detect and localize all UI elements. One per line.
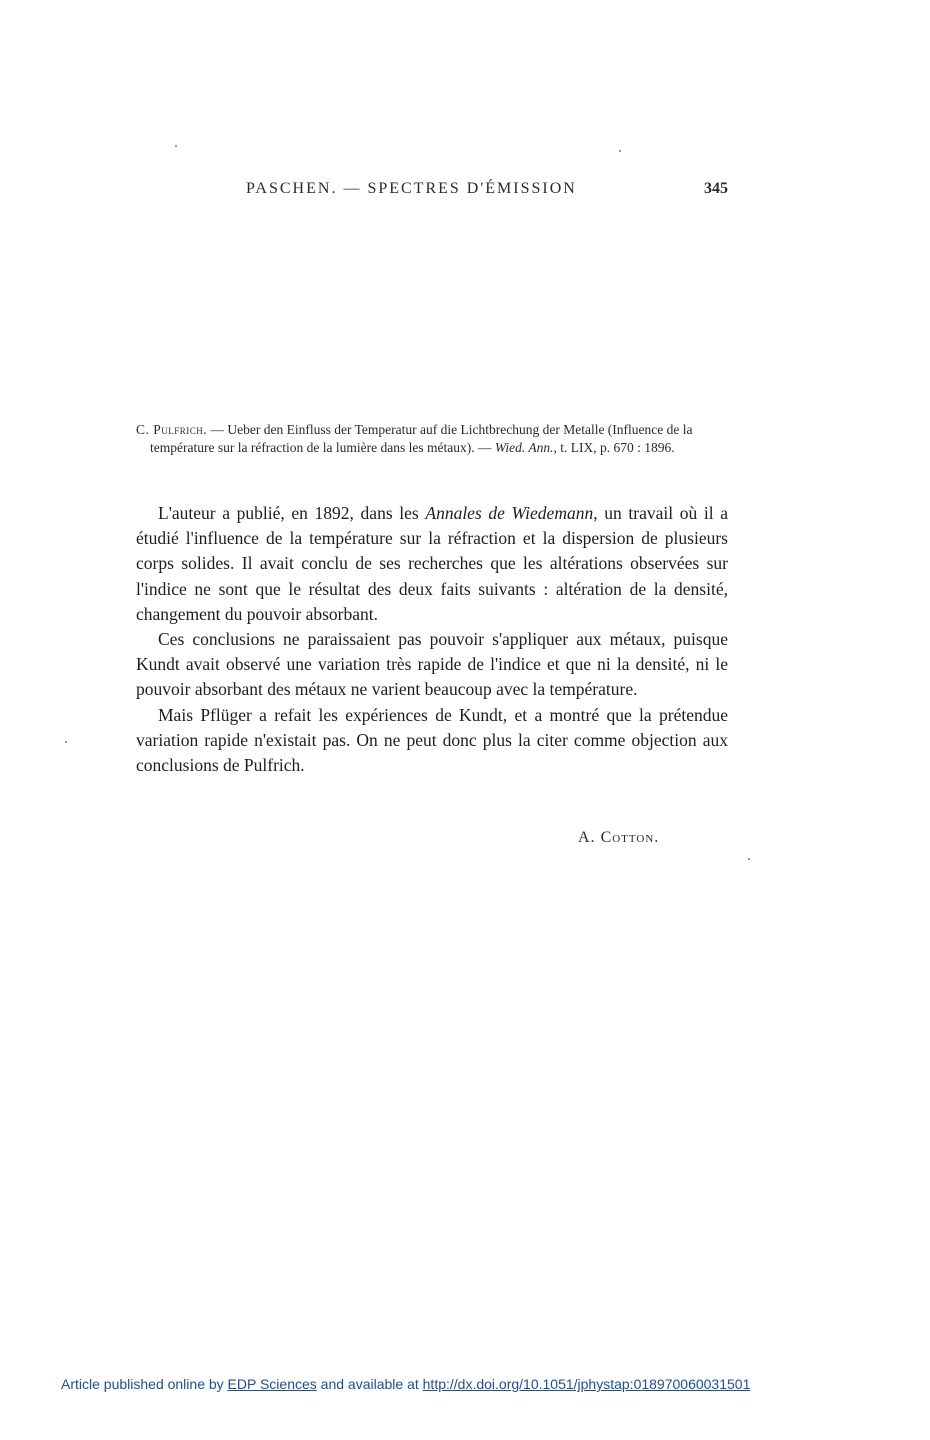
- footer-text-1: Article published online by: [61, 1376, 228, 1392]
- paragraph-2: Ces conclusions ne paraissaient pas pouvoir s'appliquer aux métaux, puisque Kundt avait observé une variation très rapide de l'indice et que ni la densité, ni le pouvoir absorbant des métaux ne varient beaucoup avec la température.: [136, 629, 728, 700]
- author-signature: [578, 829, 659, 847]
- paragraph-1-journal: Annales de Wiedemann: [425, 503, 594, 523]
- signature-name: Cotton.: [600, 829, 660, 846]
- paragraph-1-text-a: L'auteur a publié, en 1892, dans les: [158, 503, 426, 523]
- reference-citation: , t. LIX, p. 670 : 1896.: [553, 440, 675, 455]
- paragraph-1: [136, 501, 728, 627]
- specks: [65, 741, 67, 743]
- reference-title: — Ueber den Einfluss der Temperatur auf die Lichtbrechung der Metalle (Influence de la température sur la réfraction de la lumière dans les métaux). —: [150, 422, 693, 455]
- specks: [619, 150, 621, 152]
- running-title: PASCHEN. — SPECTRES D'ÉMISSION: [246, 180, 577, 197]
- paragraph-1-text-b: , un travail où il a étudié l'influence de la température sur la réfraction et la dispersion de plusieurs corps solides. Il avait conclu de ses recherches que les altérations observées sur l'indice ne sont que le résultat des deux faits suivants : altération de la densité, changement du pouvoir absorbant.: [136, 503, 728, 624]
- bibliographic-reference: [136, 421, 728, 457]
- publication-footer: [61, 1376, 881, 1392]
- paragraph-3: Mais Pflüger a refait les expériences de Kundt, et a montré que la prétendue variation rapide n'existait pas. On ne peut donc plus la citer comme objection aux conclusions de Pulfrich.: [136, 704, 728, 776]
- publisher-link[interactable]: EDP Sciences: [227, 1376, 317, 1392]
- reference-journal: Wied. Ann.: [494, 440, 554, 455]
- article-body: [136, 501, 728, 778]
- signature-initial: A.: [578, 829, 601, 846]
- specks: [175, 145, 177, 147]
- footer-text-2: and available at: [316, 1376, 423, 1392]
- reference-author: C. Pulfrich.: [136, 422, 208, 437]
- page-number: 345: [704, 180, 728, 197]
- running-header: [136, 180, 728, 206]
- specks: [748, 858, 750, 860]
- doi-link[interactable]: http://dx.doi.org/10.1051/jphystap:018970060031501: [422, 1376, 751, 1392]
